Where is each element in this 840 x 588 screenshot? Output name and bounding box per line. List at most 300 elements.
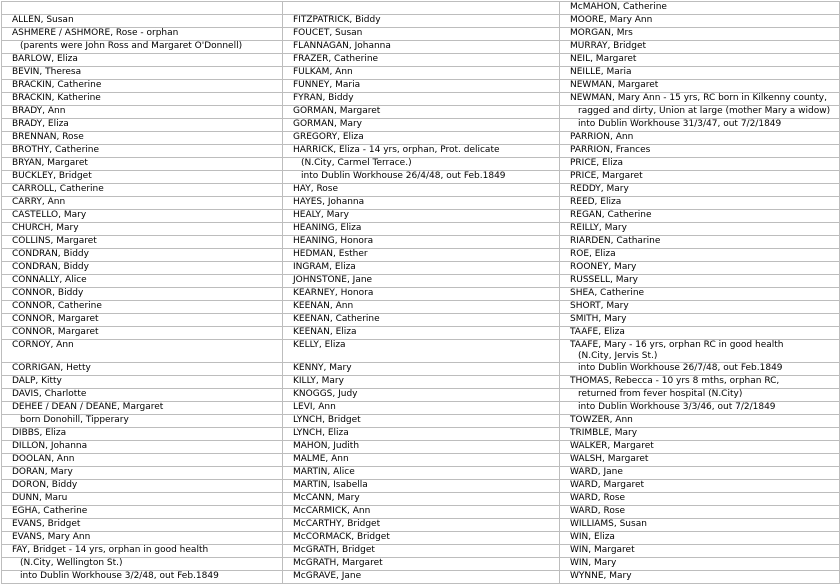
name-entry: EVANS, Bridget bbox=[12, 519, 81, 529]
name-entry: ASHMERE / ASHMORE, Rose - orphan bbox=[12, 28, 179, 38]
name-entry: DALP, Kitty bbox=[12, 376, 62, 386]
name-entry: WARD, Margaret bbox=[570, 480, 645, 490]
table-row bbox=[2, 301, 840, 314]
table-cell bbox=[283, 558, 560, 571]
table-cell bbox=[283, 54, 560, 67]
table-cell bbox=[2, 249, 283, 262]
table-row bbox=[2, 184, 840, 197]
name-entry: CONNALLY, Alice bbox=[12, 275, 87, 285]
table-cell bbox=[560, 441, 840, 454]
table-cell bbox=[2, 197, 283, 210]
name-entry: (N.City, Wellington St.) bbox=[20, 558, 123, 568]
table-cell bbox=[560, 262, 840, 275]
name-entry: INGRAM, Eliza bbox=[293, 262, 356, 272]
table-row bbox=[2, 249, 840, 262]
table-cell bbox=[283, 480, 560, 493]
table-cell bbox=[2, 262, 283, 275]
name-entry: BROTHY, Catherine bbox=[12, 145, 100, 155]
name-entry: DILLON, Johanna bbox=[12, 441, 88, 451]
table-cell bbox=[2, 275, 283, 288]
table-cell bbox=[560, 93, 840, 106]
name-entry: DIBBS, Eliza bbox=[12, 428, 67, 438]
table-cell bbox=[283, 415, 560, 428]
name-entry: NEWMAN, Mary Ann - 15 yrs, RC born in Kilkenny county, bbox=[570, 93, 827, 103]
name-entry: WARD, Jane bbox=[570, 467, 623, 477]
names-table-body bbox=[2, 2, 840, 584]
table-row bbox=[2, 288, 840, 301]
table-cell bbox=[283, 41, 560, 54]
table-cell bbox=[560, 184, 840, 197]
name-entry: into Dublin Workhouse 3/3/46, out 7/2/1849 bbox=[578, 402, 776, 412]
table-cell bbox=[283, 80, 560, 93]
name-entry: into Dublin Workhouse 3/2/48, out Feb.1849 bbox=[20, 571, 219, 581]
name-entry: HARRICK, Eliza - 14 yrs, orphan, Prot. delicate bbox=[293, 145, 500, 155]
table-row bbox=[2, 415, 840, 428]
name-entry: BRADY, Ann bbox=[12, 106, 66, 116]
name-entry: REDDY, Mary bbox=[570, 184, 629, 194]
name-entry: born Donohill, Tipperary bbox=[20, 415, 129, 425]
table-row bbox=[2, 275, 840, 288]
table-cell bbox=[560, 288, 840, 301]
name-entry: FUNNEY, Maria bbox=[293, 80, 361, 90]
table-row bbox=[2, 67, 840, 80]
name-entry: DORAN, Mary bbox=[12, 467, 73, 477]
name-entry: WIN, Mary bbox=[570, 558, 617, 568]
table-cell bbox=[2, 428, 283, 441]
table-row bbox=[2, 41, 840, 54]
table-row bbox=[2, 545, 840, 558]
table-cell bbox=[283, 376, 560, 389]
name-entry: DAVIS, Charlotte bbox=[12, 389, 87, 399]
table-cell bbox=[283, 327, 560, 340]
table-cell bbox=[2, 80, 283, 93]
table-row bbox=[2, 532, 840, 545]
table-cell bbox=[283, 223, 560, 236]
table-cell bbox=[283, 428, 560, 441]
name-entry: COLLINS, Margaret bbox=[12, 236, 97, 246]
table-cell bbox=[560, 119, 840, 132]
table-cell bbox=[560, 558, 840, 571]
table-cell bbox=[560, 210, 840, 223]
table-cell bbox=[560, 80, 840, 93]
table-row bbox=[2, 93, 840, 106]
name-entry: ragged and dirty, Union at large (mother Mary a widow) bbox=[578, 106, 831, 116]
name-entry: McCORMACK, Bridget bbox=[293, 532, 390, 542]
table-row bbox=[2, 454, 840, 467]
table-cell bbox=[2, 571, 283, 584]
table-cell bbox=[2, 210, 283, 223]
table-row bbox=[2, 223, 840, 236]
name-entry: McCARMICK, Ann bbox=[293, 506, 371, 516]
table-row bbox=[2, 493, 840, 506]
table-cell bbox=[283, 441, 560, 454]
name-entry: TAAFE, Eliza bbox=[570, 327, 625, 337]
name-entry: LYNCH, Eliza bbox=[293, 428, 349, 438]
table-cell bbox=[283, 184, 560, 197]
name-entry: MURRAY, Bridget bbox=[570, 41, 647, 51]
table-row bbox=[2, 2, 840, 15]
name-entry: BRADY, Eliza bbox=[12, 119, 69, 129]
table-cell bbox=[2, 223, 283, 236]
names-table bbox=[1, 1, 840, 584]
name-entry: FITZPATRICK, Biddy bbox=[293, 15, 381, 25]
name-entry: BARLOW, Eliza bbox=[12, 54, 78, 64]
name-entry: HAY, Rose bbox=[293, 184, 339, 194]
name-entry: REGAN, Catherine bbox=[570, 210, 652, 220]
table-row bbox=[2, 262, 840, 275]
name-entry: FYRAN, Biddy bbox=[293, 93, 354, 103]
table-cell bbox=[560, 519, 840, 532]
name-entry: ROONEY, Mary bbox=[570, 262, 637, 272]
name-entry: WARD, Rose bbox=[570, 493, 626, 503]
table-cell bbox=[560, 571, 840, 584]
name-entry: SHEA, Catherine bbox=[570, 288, 645, 298]
table-cell bbox=[2, 340, 283, 363]
table-row bbox=[2, 210, 840, 223]
table-cell bbox=[2, 376, 283, 389]
table-cell bbox=[2, 363, 283, 376]
name-entry: SMITH, Mary bbox=[570, 314, 627, 324]
table-cell bbox=[560, 132, 840, 145]
name-entry: KNOGGS, Judy bbox=[293, 389, 358, 399]
name-entry: NEWMAN, Margaret bbox=[570, 80, 659, 90]
name-entry: FRAZER, Catherine bbox=[293, 54, 379, 64]
table-cell bbox=[2, 415, 283, 428]
name-entry: SHORT, Mary bbox=[570, 301, 629, 311]
name-entry: HEDMAN, Esther bbox=[293, 249, 368, 259]
name-entry: PARRION, Frances bbox=[570, 145, 651, 155]
table-cell bbox=[283, 106, 560, 119]
table-cell bbox=[283, 132, 560, 145]
name-entry: McCANN, Mary bbox=[293, 493, 360, 503]
table-cell bbox=[2, 119, 283, 132]
table-cell bbox=[2, 545, 283, 558]
name-entry: FAY, Bridget - 14 yrs, orphan in good health bbox=[12, 545, 209, 555]
table-cell bbox=[283, 467, 560, 480]
table-cell bbox=[2, 2, 283, 15]
name-entry: KEENAN, Ann bbox=[293, 301, 354, 311]
name-entry: PARRION, Ann bbox=[570, 132, 634, 142]
table-cell bbox=[2, 441, 283, 454]
table-cell bbox=[560, 327, 840, 340]
table-cell bbox=[560, 480, 840, 493]
table-cell bbox=[2, 558, 283, 571]
table-row bbox=[2, 428, 840, 441]
table-cell bbox=[560, 506, 840, 519]
name-entry: MAHON, Judith bbox=[293, 441, 360, 451]
name-entry: GORMAN, Margaret bbox=[293, 106, 381, 116]
table-cell bbox=[2, 236, 283, 249]
name-entry: WYNNE, Mary bbox=[570, 571, 632, 581]
table-cell bbox=[2, 506, 283, 519]
name-entry: EGHA, Catherine bbox=[12, 506, 88, 516]
table-row bbox=[2, 197, 840, 210]
table-cell bbox=[283, 249, 560, 262]
table-cell bbox=[560, 301, 840, 314]
name-entry: CONNOR, Biddy bbox=[12, 288, 84, 298]
table-cell bbox=[283, 571, 560, 584]
table-cell bbox=[560, 41, 840, 54]
table-row bbox=[2, 54, 840, 67]
table-cell bbox=[2, 171, 283, 184]
name-entry: into Dublin Workhouse 31/3/47, out 7/2/1849 bbox=[578, 119, 782, 129]
name-entry: THOMAS, Rebecca - 10 yrs 8 mths, orphan RC, bbox=[570, 376, 780, 386]
table-row bbox=[2, 480, 840, 493]
table-cell bbox=[560, 236, 840, 249]
name-entry: returned from fever hospital (N.City) bbox=[578, 389, 743, 399]
table-cell bbox=[2, 327, 283, 340]
name-entry: WIN, Eliza bbox=[570, 532, 615, 542]
name-entry: TAAFE, Mary - 16 yrs, orphan RC in good health bbox=[570, 340, 784, 350]
name-entry: ROE, Eliza bbox=[570, 249, 616, 259]
name-entry-note: (N.City, Jervis St.) bbox=[578, 351, 658, 361]
table-cell bbox=[560, 402, 840, 415]
name-entry: McMAHON, Catherine bbox=[570, 2, 667, 12]
name-entry: FULKAM, Ann bbox=[293, 67, 353, 77]
table-cell bbox=[2, 519, 283, 532]
name-entry: BRACKIN, Catherine bbox=[12, 80, 102, 90]
table-cell bbox=[560, 454, 840, 467]
table-cell bbox=[2, 15, 283, 28]
table-cell bbox=[560, 340, 840, 363]
table-row bbox=[2, 314, 840, 327]
table-row bbox=[2, 441, 840, 454]
name-entry: DEHEE / DEAN / DEANE, Margaret bbox=[12, 402, 164, 412]
name-entry: CONNOR, Catherine bbox=[12, 301, 102, 311]
name-entry: MALME, Ann bbox=[293, 454, 349, 464]
name-entry: BRENNAN, Rose bbox=[12, 132, 84, 142]
table-cell bbox=[283, 301, 560, 314]
name-entry: MOORE, Mary Ann bbox=[570, 15, 653, 25]
table-cell bbox=[283, 197, 560, 210]
table-cell bbox=[2, 480, 283, 493]
name-entry: CORRIGAN, Hetty bbox=[12, 363, 91, 373]
table-cell bbox=[560, 106, 840, 119]
table-row bbox=[2, 132, 840, 145]
table-cell bbox=[2, 467, 283, 480]
name-entry: RIARDEN, Catharine bbox=[570, 236, 661, 246]
table-cell bbox=[283, 545, 560, 558]
table-row bbox=[2, 376, 840, 389]
name-entry: CONNOR, Margaret bbox=[12, 314, 99, 324]
table-cell bbox=[560, 249, 840, 262]
table-row bbox=[2, 119, 840, 132]
table-cell bbox=[560, 2, 840, 15]
table-cell bbox=[560, 493, 840, 506]
table-row bbox=[2, 506, 840, 519]
table-row bbox=[2, 28, 840, 41]
name-entry: PRICE, Eliza bbox=[570, 158, 623, 168]
table-cell bbox=[283, 493, 560, 506]
table-cell bbox=[283, 454, 560, 467]
name-entry: HAYES, Johanna bbox=[293, 197, 365, 207]
name-entry: PRICE, Margaret bbox=[570, 171, 643, 181]
table-cell bbox=[283, 15, 560, 28]
table-cell bbox=[283, 171, 560, 184]
name-entry: WARD, Rose bbox=[570, 506, 626, 516]
table-row bbox=[2, 558, 840, 571]
name-entry: KEENAN, Eliza bbox=[293, 327, 357, 337]
table-cell bbox=[560, 28, 840, 41]
name-entry: REILLY, Mary bbox=[570, 223, 627, 233]
name-entry: KELLY, Eliza bbox=[293, 340, 346, 350]
table-cell bbox=[560, 467, 840, 480]
name-entry: McGRAVE, Jane bbox=[293, 571, 362, 581]
name-entry: WILLIAMS, Susan bbox=[570, 519, 647, 529]
table-cell bbox=[283, 67, 560, 80]
table-cell bbox=[2, 301, 283, 314]
table-cell bbox=[2, 54, 283, 67]
table-cell bbox=[2, 158, 283, 171]
table-cell bbox=[2, 132, 283, 145]
table-cell bbox=[283, 506, 560, 519]
table-cell bbox=[2, 314, 283, 327]
name-entry: FLANNAGAN, Johanna bbox=[293, 41, 391, 51]
table-cell bbox=[560, 145, 840, 158]
name-entry: LYNCH, Bridget bbox=[293, 415, 361, 425]
table-cell bbox=[560, 54, 840, 67]
table-cell bbox=[560, 171, 840, 184]
table-cell bbox=[2, 454, 283, 467]
name-entry: CHURCH, Mary bbox=[12, 223, 79, 233]
name-entry: CASTELLO, Mary bbox=[12, 210, 87, 220]
table-cell bbox=[283, 519, 560, 532]
table-row bbox=[2, 327, 840, 340]
table-cell bbox=[560, 415, 840, 428]
table-row bbox=[2, 106, 840, 119]
table-row bbox=[2, 389, 840, 402]
table-cell bbox=[2, 28, 283, 41]
table-cell bbox=[283, 119, 560, 132]
table-cell bbox=[2, 493, 283, 506]
name-entry: LEVI, Ann bbox=[293, 402, 336, 412]
table-cell bbox=[283, 145, 560, 158]
name-entry: CARRY, Ann bbox=[12, 197, 66, 207]
table-cell bbox=[560, 223, 840, 236]
name-entry: CONDRAN, Biddy bbox=[12, 262, 89, 272]
table-row bbox=[2, 145, 840, 158]
table-cell bbox=[2, 93, 283, 106]
table-cell bbox=[283, 340, 560, 363]
table-row bbox=[2, 571, 840, 584]
name-entry: DUNN, Maru bbox=[12, 493, 68, 503]
table-row bbox=[2, 467, 840, 480]
table-cell bbox=[2, 402, 283, 415]
name-entry: BRACKIN, Katherine bbox=[12, 93, 101, 103]
table-cell bbox=[2, 41, 283, 54]
table-cell bbox=[2, 389, 283, 402]
table-cell bbox=[2, 532, 283, 545]
table-cell bbox=[560, 158, 840, 171]
table-cell bbox=[283, 158, 560, 171]
name-entry: MARTIN, Alice bbox=[293, 467, 355, 477]
table-row bbox=[2, 171, 840, 184]
name-entry: TOWZER, Ann bbox=[570, 415, 633, 425]
name-entry: WALKER, Margaret bbox=[570, 441, 654, 451]
name-entry: NEIL, Margaret bbox=[570, 54, 637, 64]
name-entry: KENNY, Mary bbox=[293, 363, 352, 373]
table-cell bbox=[283, 236, 560, 249]
table-cell bbox=[283, 93, 560, 106]
table-cell bbox=[560, 428, 840, 441]
name-entry: JOHNSTONE, Jane bbox=[293, 275, 373, 285]
table-cell bbox=[2, 145, 283, 158]
table-cell bbox=[283, 532, 560, 545]
name-entry: BEVIN, Theresa bbox=[12, 67, 82, 77]
table-cell bbox=[560, 545, 840, 558]
name-entry: BRYAN, Margaret bbox=[12, 158, 88, 168]
name-entry: MORGAN, Mrs bbox=[570, 28, 633, 38]
name-entry: CONNOR, Margaret bbox=[12, 327, 99, 337]
name-entry: REED, Eliza bbox=[570, 197, 622, 207]
name-entry: DOOLAN, Ann bbox=[12, 454, 75, 464]
name-entry: RUSSELL, Mary bbox=[570, 275, 639, 285]
name-entry: EVANS, Mary Ann bbox=[12, 532, 91, 542]
table-row bbox=[2, 15, 840, 28]
table-cell bbox=[560, 314, 840, 327]
table-cell bbox=[283, 262, 560, 275]
name-entry: TRIMBLE, Mary bbox=[570, 428, 638, 438]
name-entry: (N.City, Carmel Terrace.) bbox=[301, 158, 412, 168]
table-cell bbox=[283, 389, 560, 402]
name-entry: CARROLL, Catherine bbox=[12, 184, 104, 194]
table-cell bbox=[283, 210, 560, 223]
table-cell bbox=[283, 275, 560, 288]
table-cell bbox=[560, 197, 840, 210]
table-row bbox=[2, 80, 840, 93]
name-entry: FOUCET, Susan bbox=[293, 28, 363, 38]
name-entry: MARTIN, Isabella bbox=[293, 480, 368, 490]
name-entry: HEALY, Mary bbox=[293, 210, 349, 220]
table-cell bbox=[560, 275, 840, 288]
name-entry: HEANING, Eliza bbox=[293, 223, 362, 233]
name-entry: WALSH, Margaret bbox=[570, 454, 649, 464]
name-entry: GORMAN, Mary bbox=[293, 119, 362, 129]
name-entry: into Dublin Workhouse 26/4/48, out Feb.1849 bbox=[301, 171, 506, 181]
name-entry: HEANING, Honora bbox=[293, 236, 374, 246]
name-entry: BUCKLEY, Bridget bbox=[12, 171, 92, 181]
name-entry: KILLY, Mary bbox=[293, 376, 344, 386]
name-entry: DORON, Biddy bbox=[12, 480, 78, 490]
table-cell bbox=[560, 376, 840, 389]
table-row bbox=[2, 236, 840, 249]
table-cell bbox=[2, 106, 283, 119]
name-entry: into Dublin Workhouse 26/7/48, out Feb.1849 bbox=[578, 363, 783, 373]
name-entry: ALLEN, Susan bbox=[12, 15, 74, 25]
table-cell bbox=[283, 314, 560, 327]
table-row bbox=[2, 363, 840, 376]
name-entry: CORNOY, Ann bbox=[12, 340, 74, 350]
name-entry: McGRATH, Margaret bbox=[293, 558, 383, 568]
table-cell bbox=[560, 532, 840, 545]
table-cell bbox=[560, 389, 840, 402]
table-cell bbox=[2, 288, 283, 301]
name-entry: McGRATH, Bridget bbox=[293, 545, 375, 555]
table-row bbox=[2, 340, 840, 363]
table-row bbox=[2, 158, 840, 171]
name-entry: (parents were John Ross and Margaret O'Donnell) bbox=[20, 41, 243, 51]
name-entry: WIN, Margaret bbox=[570, 545, 635, 555]
name-entry: KEARNEY, Honora bbox=[293, 288, 374, 298]
table-cell bbox=[560, 363, 840, 376]
name-entry: McCARTHY, Bridget bbox=[293, 519, 381, 529]
table-row bbox=[2, 519, 840, 532]
name-entry: NEILLE, Maria bbox=[570, 67, 632, 77]
table-cell bbox=[560, 67, 840, 80]
table-cell bbox=[283, 2, 560, 15]
name-entry: GREGORY, Eliza bbox=[293, 132, 364, 142]
table-cell bbox=[560, 15, 840, 28]
